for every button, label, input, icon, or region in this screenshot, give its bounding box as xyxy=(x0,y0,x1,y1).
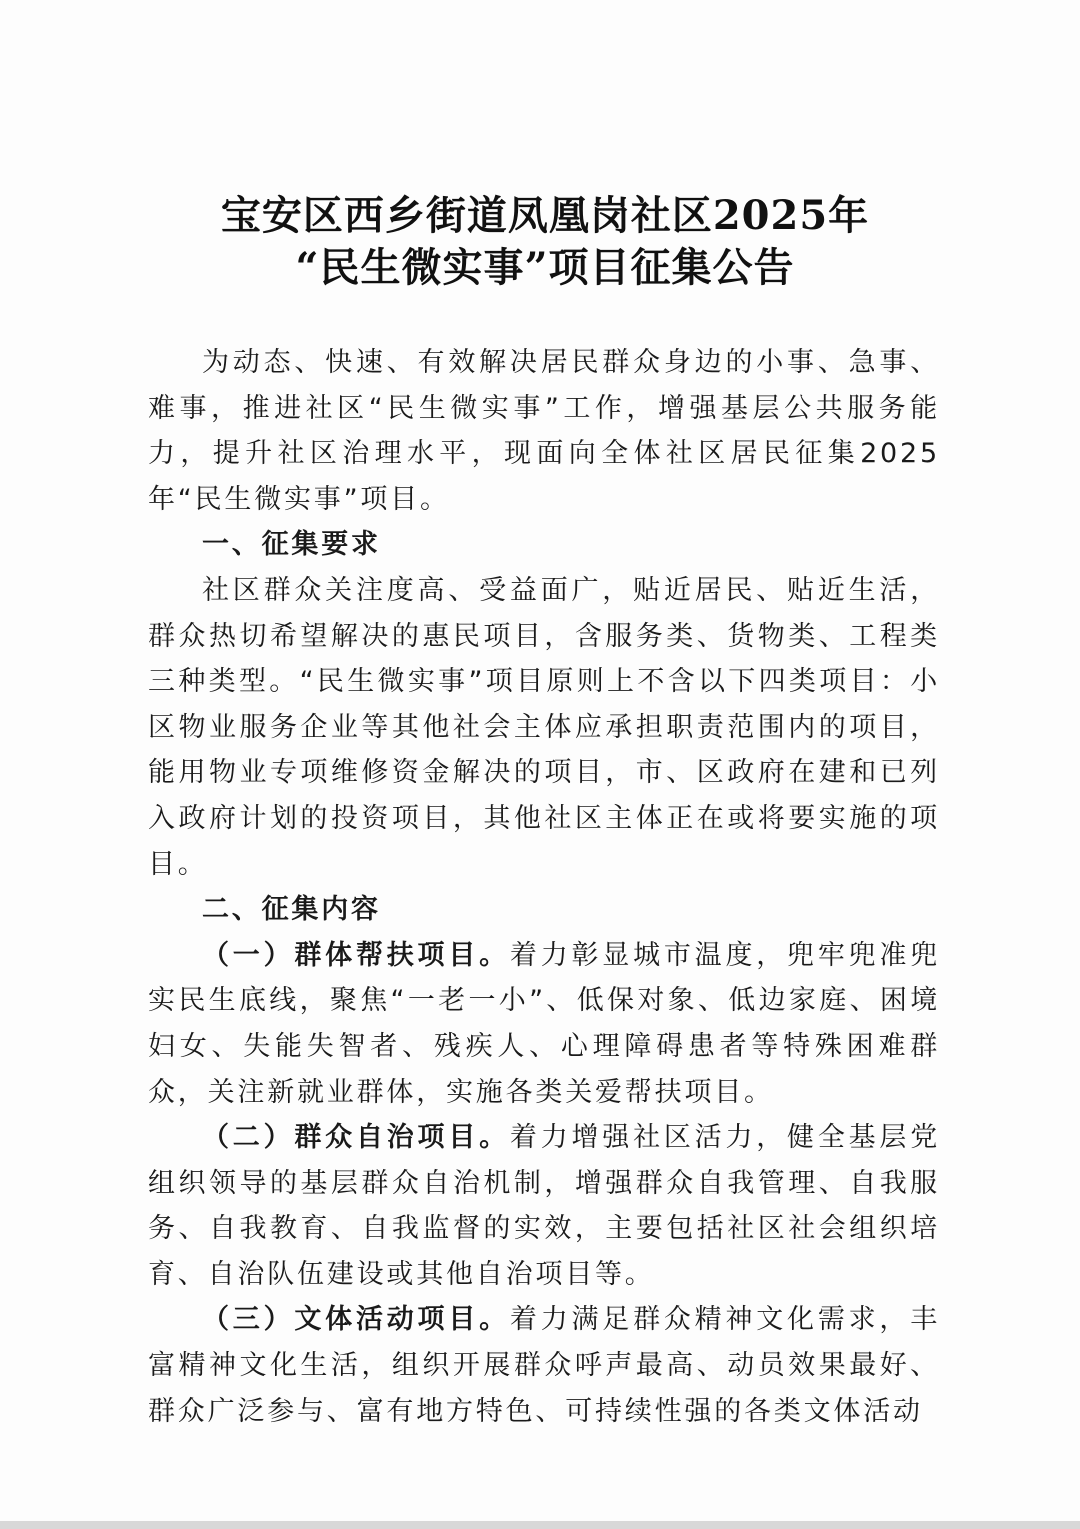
item-2-paragraph xyxy=(148,1115,940,1297)
item-1-text: 着力彰显城市温度，兜牢兜准兜实民生底线，聚焦“一老一小”、低保对象、低边家庭、困境妇女、失能失智者、残疾人、心理障碍患者等特殊困难群众，关注新就业群体，实施各类关爱帮扶项目。 xyxy=(148,939,941,1108)
section-2-heading: 二、征集内容 xyxy=(202,894,381,926)
intro-paragraph: 为动态、快速、有效解决居民群众身边的小事、急事、难事，推进社区“民生微实事”工作，增强基层公共服务能力，提升社区治理水平，现面向全体社区居民征集2025年“民生微实事”项目。 xyxy=(148,347,940,515)
item-3-text: 着力满足群众精神文化需求，丰富精神文化生活，组织开展群众呼声最高、动员效果最好、群众广泛参与、富有地方特色、可持续性强的各类文体活动 xyxy=(148,1304,941,1427)
document-title xyxy=(100,190,990,294)
title-line-1: 宝安区西乡街道凤凰岗社区2025年 xyxy=(220,192,870,239)
item-2-lead: （二）群众自治项目。 xyxy=(202,1122,510,1154)
item-1-paragraph xyxy=(148,933,940,1115)
title-line-2: “民生微实事”项目征集公告 xyxy=(295,244,795,291)
section-1-paragraph: 社区群众关注度高、受益面广，贴近居民、贴近生活，群众热切希望解决的惠民项目，含服务类、货物类、工程类三种类型。“民生微实事”项目原则上不含以下四类项目：小区物业服务企业等其他社会主体应承担职责范围内的项目，能用物业专项维修资金解决的项目，市、区政府在建和已列入政府计划的投资项目，其他社区主体正在或将要实施的项目。 xyxy=(148,574,940,880)
item-3-paragraph xyxy=(148,1297,940,1434)
section-1-heading: 一、征集要求 xyxy=(202,529,381,561)
item-3-lead: （三）文体活动项目。 xyxy=(202,1304,510,1336)
item-2-text: 着力增强社区活力，健全基层党组织领导的基层群众自治机制，增强群众自我管理、自我服务、自我教育、自我监督的实效，主要包括社区社会组织培育、自治队伍建设或其他自治项目等。 xyxy=(148,1122,941,1290)
item-1-lead: （一）群体帮扶项目。 xyxy=(202,939,510,971)
document-body xyxy=(148,340,940,1434)
scan-bottom-edge xyxy=(0,1521,1080,1529)
